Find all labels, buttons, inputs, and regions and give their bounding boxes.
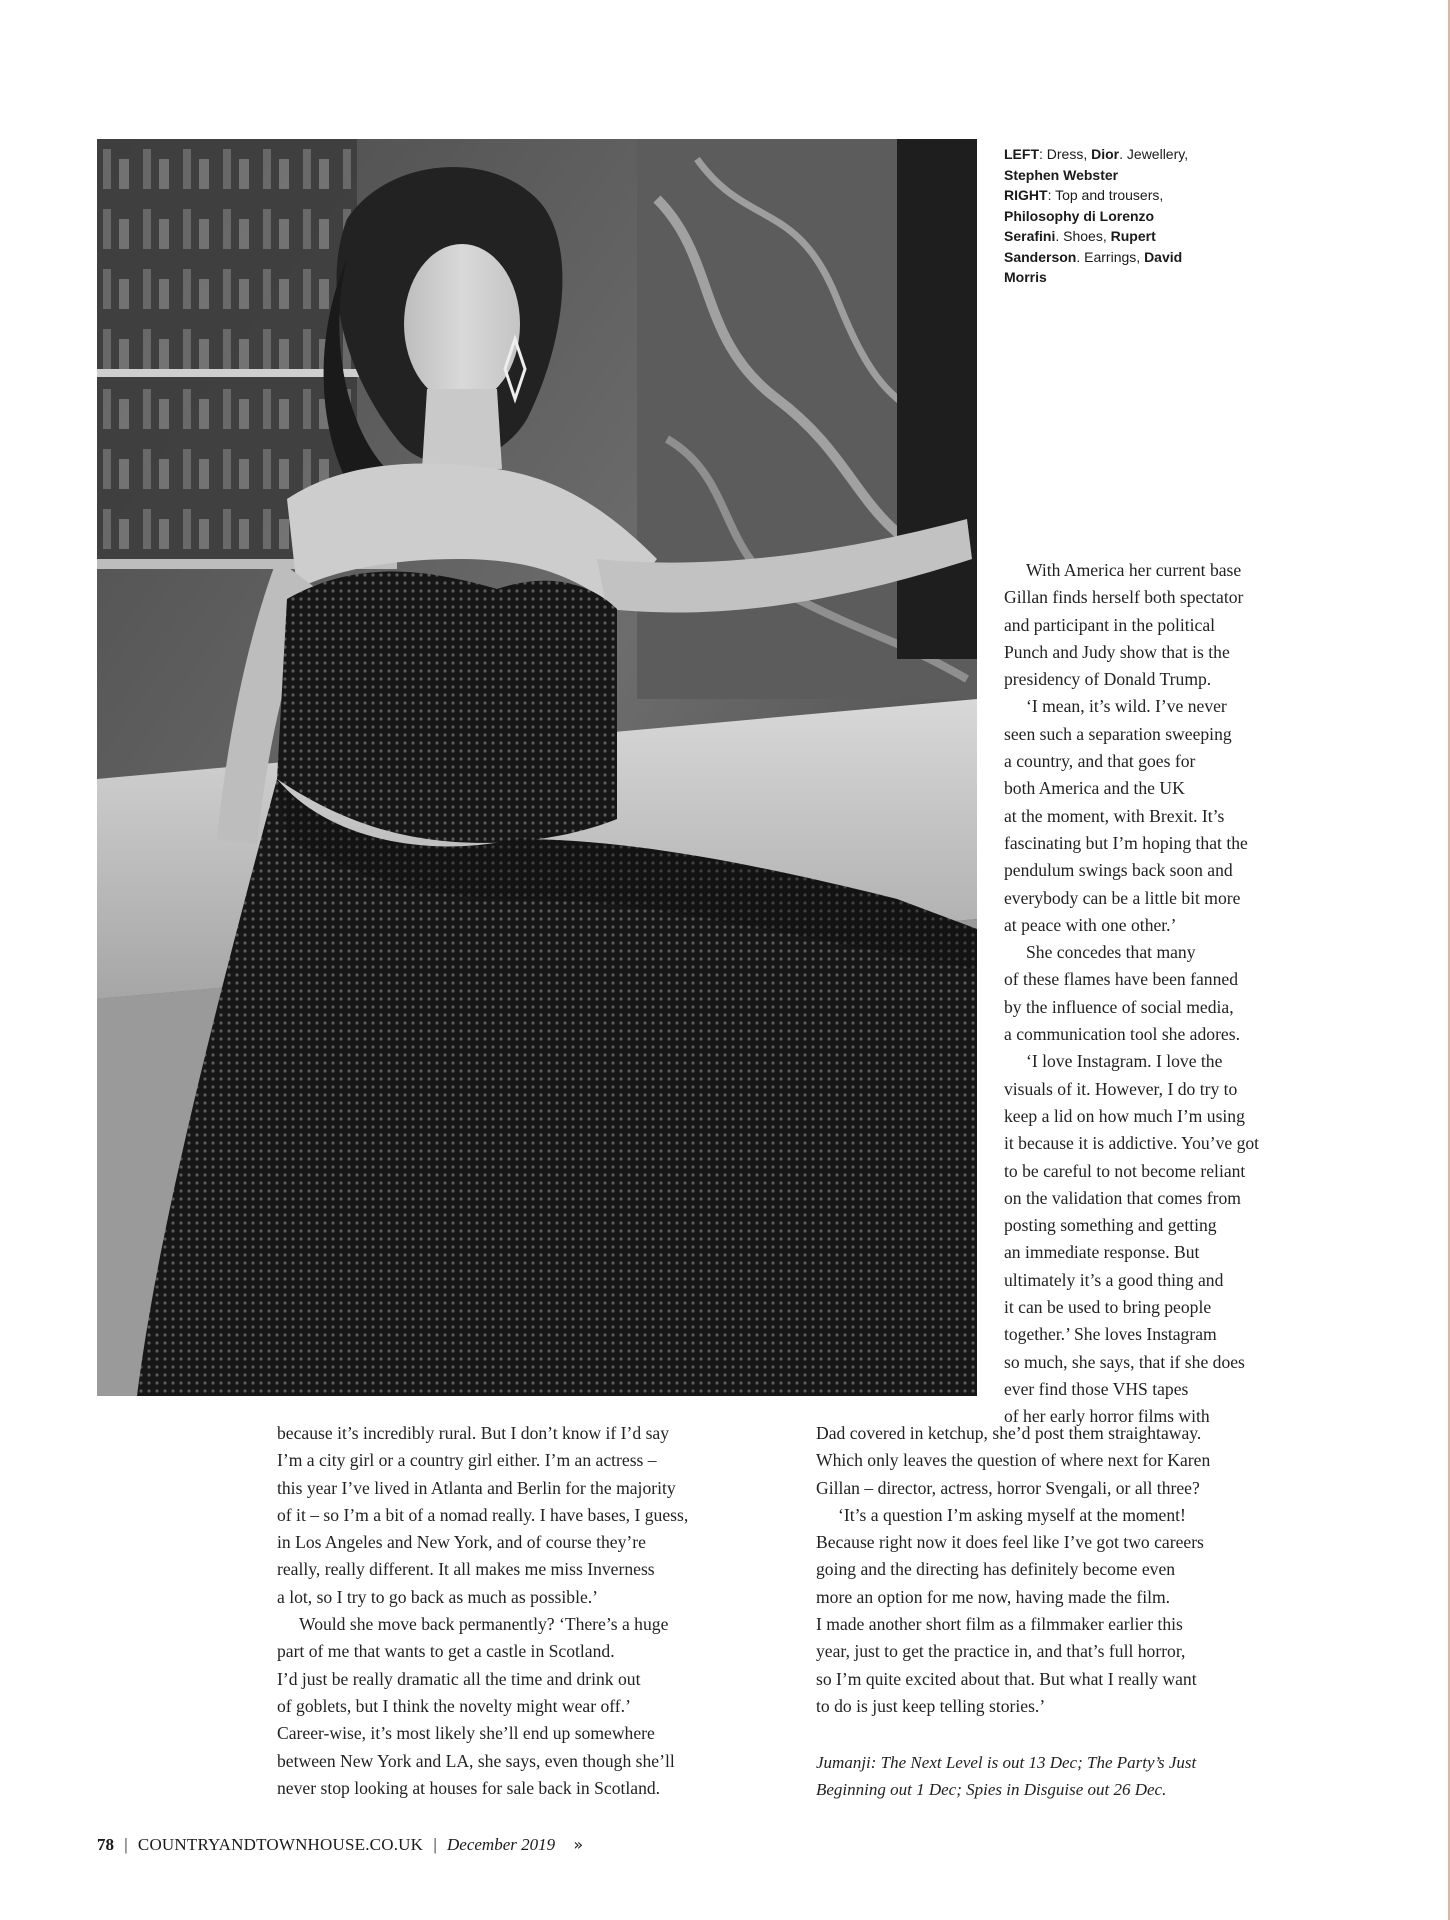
text-line: to do is just keep telling stories.’ [816, 1695, 1046, 1716]
caption-group [1004, 144, 1194, 185]
text-line: I made another short film as a filmmaker earlier this [816, 1614, 1183, 1635]
text-line: it because it is addictive. You’ve got [1004, 1133, 1260, 1154]
footer-separator-2: | [433, 1835, 437, 1854]
caption-label: RIGHT [1004, 187, 1048, 203]
caption-text: : Top and trousers, [1047, 187, 1164, 203]
text-line: in Los Angeles and New York, and of course they’re [277, 1532, 646, 1553]
text-line: at peace with one other.’ [1004, 914, 1177, 935]
caption-text: . Earrings, [1076, 248, 1145, 265]
text-line: so much, she says, that if she does [1004, 1351, 1245, 1372]
text-line: between New York and LA, she says, even though she’ll [277, 1750, 675, 1771]
text-line: an immediate response. But [1004, 1242, 1200, 1263]
website-link[interactable]: COUNTRYANDTOWNHOUSE.CO.UK [137, 1835, 424, 1854]
text-line: ultimately it’s a good thing and [1004, 1269, 1224, 1290]
text-line: ever find those VHS tapes [1004, 1378, 1189, 1399]
next-page-icon[interactable]: » [573, 1835, 584, 1854]
page-footer [97, 1835, 583, 1855]
text-line: Gillan finds herself both spectator [1004, 587, 1244, 608]
text-line: a country, and that goes for [1004, 751, 1196, 772]
credit-line: Beginning out 1 Dec; Spies in Disguise out 26 Dec. [816, 1780, 1167, 1800]
footer-separator: | [124, 1835, 128, 1854]
text-line: posting something and getting [1004, 1215, 1217, 1236]
text-line: She concedes that many [1026, 942, 1196, 963]
text-line: ‘It’s a question I’m asking myself at the moment! [838, 1504, 1186, 1525]
caption-brand: Philosophy di Lorenzo Serafini [1004, 207, 1155, 244]
caption-group [1004, 185, 1194, 288]
text-line: by the influence of social media, [1004, 996, 1234, 1017]
text-line: Dad covered in ketchup, she’d post them straightaway. [816, 1423, 1202, 1443]
photo-caption [1004, 144, 1194, 288]
page-number: 78 [97, 1835, 114, 1854]
caption-label: LEFT [1004, 146, 1039, 162]
caption-brand: Dior [1091, 146, 1120, 162]
text-line: of it – so I’m a bit of a nomad really. I have bases, I guess, [277, 1504, 689, 1525]
caption-brand: David Morris [1004, 248, 1183, 285]
text-line: I’m a city girl or a country girl either. I’m an actress – [277, 1450, 657, 1471]
credit-line: Jumanji: The Next Level is out 13 Dec; The Party’s Just [816, 1753, 1197, 1773]
text-line: visuals of it. However, I do try to [1004, 1078, 1238, 1099]
text-line: fascinating but I’m hoping that the [1004, 832, 1248, 853]
body-column-right-top [1004, 557, 1334, 1431]
text-line: Career-wise, it’s most likely she’ll end up somewhere [277, 1723, 655, 1744]
text-line: keep a lid on how much I’m using [1004, 1105, 1245, 1126]
text-line: ‘I love Instagram. I love the [1026, 1051, 1223, 1072]
text-line: never stop looking at houses for sale back in Scotland. [277, 1777, 661, 1798]
caption-text: : Dress, [1039, 146, 1092, 162]
text-line: so I’m quite excited about that. But what I really want [816, 1668, 1197, 1689]
text-line: and participant in the political [1004, 614, 1216, 635]
portrait-photo [97, 139, 977, 1396]
caption-brand: Rupert Sanderson [1004, 228, 1156, 265]
text-line: because it’s incredibly rural. But I don’t know if I’d say [277, 1423, 670, 1443]
text-line: together.’ She loves Instagram [1004, 1324, 1217, 1345]
text-line: of goblets, but I think the novelty might wear off.’ [277, 1695, 631, 1716]
text-line: a communication tool she adores. [1004, 1024, 1240, 1045]
right-bottom-paragraphs [816, 1420, 1336, 1720]
text-line: Would she move back permanently? ‘There’s a huge [299, 1614, 669, 1635]
text-line: I’d just be really dramatic all the time and drink out [277, 1668, 641, 1689]
body-column-left [277, 1420, 777, 1802]
text-line: year, just to get the practice in, and that’s full horror, [816, 1641, 1186, 1662]
text-line: really, really different. It all makes me miss Inverness [277, 1559, 655, 1580]
caption-text: . Shoes, [1055, 228, 1111, 244]
text-line: Because right now it does feel like I’ve got two careers [816, 1532, 1204, 1553]
text-line: this year I’ve lived in Atlanta and Berlin for the majority [277, 1477, 676, 1498]
text-line: a lot, so I try to go back as much as possible.’ [277, 1586, 599, 1607]
text-line: of her early horror films with [1004, 1406, 1210, 1427]
portrait-photo-illustration [97, 139, 977, 1396]
text-line: on the validation that comes from [1004, 1187, 1241, 1208]
text-line: ‘I mean, it’s wild. I’ve never [1026, 696, 1227, 717]
text-line: more an option for me now, having made the film. [816, 1586, 1171, 1607]
text-line: at the moment, with Brexit. It’s [1004, 805, 1225, 826]
caption-brand: Stephen Webster [1004, 166, 1119, 183]
text-line: everybody can be a little bit more [1004, 887, 1241, 908]
text-line: Gillan – director, actress, horror Svengali, or all three? [816, 1477, 1200, 1498]
text-line: Which only leaves the question of where next for Karen [816, 1450, 1211, 1471]
text-line: both America and the UK [1004, 778, 1185, 799]
text-line: it can be used to bring people [1004, 1297, 1212, 1318]
text-line: pendulum swings back soon and [1004, 860, 1233, 881]
caption-text: . Jewellery, [1119, 146, 1189, 162]
text-line: presidency of Donald Trump. [1004, 669, 1212, 690]
body-column-right-bottom [816, 1420, 1336, 1803]
text-line: going and the directing has definitely become even [816, 1559, 1176, 1580]
text-line: of these flames have been fanned [1004, 969, 1238, 990]
release-credits [816, 1749, 1336, 1803]
text-line: With America her current base [1026, 560, 1242, 580]
text-line: Punch and Judy show that is the [1004, 641, 1230, 662]
issue-date: December 2019 [447, 1835, 556, 1854]
text-line: part of me that wants to get a castle in Scotland. [277, 1641, 615, 1662]
text-line: seen such a separation sweeping [1004, 723, 1232, 744]
text-line: to be careful to not become reliant [1004, 1160, 1246, 1181]
